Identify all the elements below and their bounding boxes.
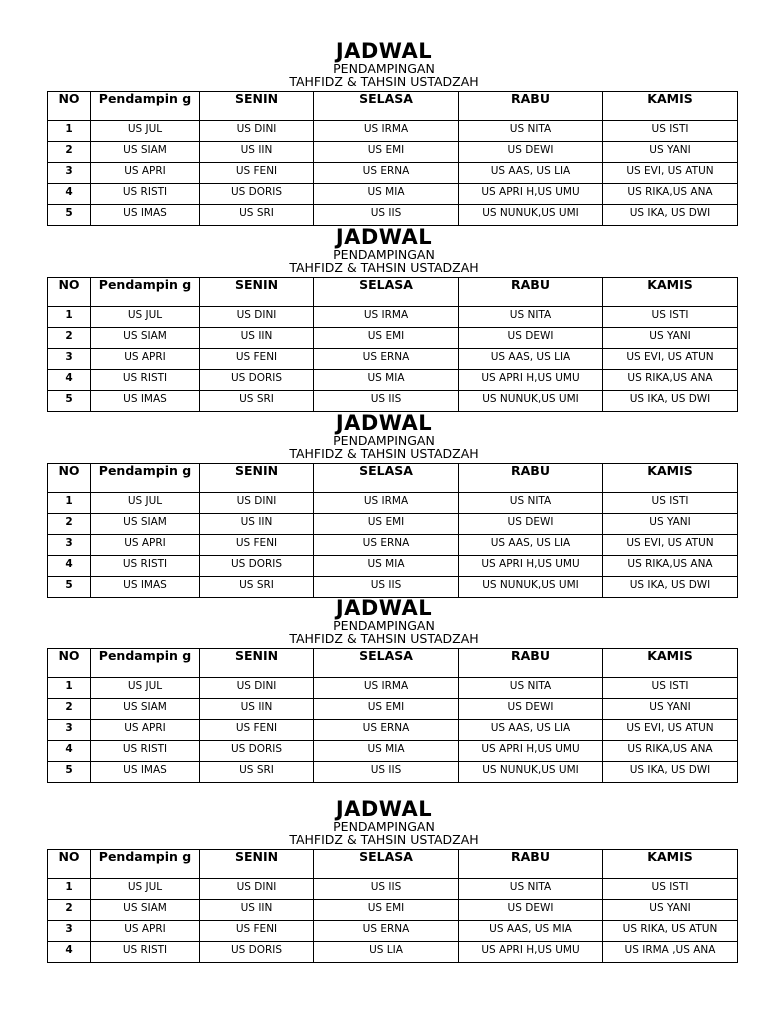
table-cell: US MIA — [314, 741, 459, 762]
table-cell: US APRI — [91, 163, 200, 184]
table-row — [48, 556, 738, 577]
table-cell: US FENI — [200, 535, 314, 556]
table-header-row — [48, 649, 738, 678]
table-cell: US IRMA — [314, 121, 459, 142]
table-cell: US JUL — [91, 678, 200, 699]
column-header: SELASA — [314, 278, 459, 307]
table-cell: US FENI — [200, 163, 314, 184]
table-cell: US APRI — [91, 720, 200, 741]
schedule-block — [0, 596, 768, 776]
table-cell: 3 — [48, 720, 91, 741]
schedule-subtitle: PENDAMPINGAN — [333, 247, 435, 262]
table-cell: US IIS — [314, 205, 459, 226]
table-cell: US SIAM — [91, 142, 200, 163]
schedule-block — [0, 411, 768, 591]
table-cell: US IRMA — [314, 678, 459, 699]
table-cell: US DINI — [200, 678, 314, 699]
table-cell: US SRI — [200, 762, 314, 783]
table-cell: US DINI — [200, 121, 314, 142]
table-cell: US JUL — [91, 121, 200, 142]
table-cell: US EMI — [314, 328, 459, 349]
column-header: RABU — [459, 278, 603, 307]
table-cell: 1 — [48, 307, 91, 328]
table-cell: US IMAS — [91, 577, 200, 598]
table-row — [48, 163, 738, 184]
table-cell: US NUNUK,US UMI — [459, 762, 603, 783]
table-cell: US JUL — [91, 307, 200, 328]
column-header: NO — [48, 649, 91, 678]
table-cell: US IIN — [200, 328, 314, 349]
schedule-table — [47, 277, 738, 412]
table-cell: 3 — [48, 535, 91, 556]
table-cell: US NITA — [459, 678, 603, 699]
table-cell: US SIAM — [91, 699, 200, 720]
table-row — [48, 328, 738, 349]
column-header: SELASA — [314, 850, 459, 879]
table-cell: US DINI — [200, 307, 314, 328]
table-cell: US SIAM — [91, 514, 200, 535]
table-cell: US ERNA — [314, 535, 459, 556]
column-header: RABU — [459, 850, 603, 879]
table-cell: US EVI, US ATUN — [603, 720, 738, 741]
table-cell: US ERNA — [314, 720, 459, 741]
table-cell: 2 — [48, 699, 91, 720]
table-cell: US RIKA,US ANA — [603, 741, 738, 762]
column-header: SENIN — [200, 850, 314, 879]
table-cell: US IIN — [200, 142, 314, 163]
table-cell: US DEWI — [459, 142, 603, 163]
table-cell: US IIN — [200, 514, 314, 535]
schedule-subtitle: TAHFIDZ & TAHSIN USTADZAH — [289, 74, 479, 89]
schedule-title: JADWAL — [335, 411, 433, 435]
table-row — [48, 349, 738, 370]
table-cell: US IKA, US DWI — [603, 391, 738, 412]
table-cell: 3 — [48, 921, 91, 942]
table-cell: 2 — [48, 142, 91, 163]
table-cell: 4 — [48, 556, 91, 577]
schedule-subtitle: PENDAMPINGAN — [333, 433, 435, 448]
table-cell: US AAS, US MIA — [459, 921, 603, 942]
table-cell: US ERNA — [314, 921, 459, 942]
table-cell: US APRI H,US UMU — [459, 184, 603, 205]
table-cell: US AAS, US LIA — [459, 349, 603, 370]
table-cell: US DEWI — [459, 900, 603, 921]
column-header: SENIN — [200, 92, 314, 121]
table-cell: US IIS — [314, 879, 459, 900]
column-header: KAMIS — [603, 850, 738, 879]
schedule-title: JADWAL — [335, 225, 433, 249]
table-cell: US IMAS — [91, 391, 200, 412]
table-cell: US YANI — [603, 900, 738, 921]
table-cell: US ISTI — [603, 879, 738, 900]
schedule-subtitle: PENDAMPINGAN — [333, 819, 435, 834]
table-cell: US NUNUK,US UMI — [459, 577, 603, 598]
table-cell: US FENI — [200, 720, 314, 741]
column-header: SELASA — [314, 464, 459, 493]
table-row — [48, 678, 738, 699]
column-header: KAMIS — [603, 464, 738, 493]
table-cell: US RISTI — [91, 370, 200, 391]
table-row — [48, 307, 738, 328]
table-cell: US SRI — [200, 205, 314, 226]
table-cell: US IIS — [314, 762, 459, 783]
column-header: Pendampin g — [91, 850, 200, 879]
table-cell: US RISTI — [91, 556, 200, 577]
table-row — [48, 391, 738, 412]
table-cell: 3 — [48, 163, 91, 184]
table-cell: US DORIS — [200, 556, 314, 577]
table-cell: US IIS — [314, 577, 459, 598]
schedule-title: JADWAL — [335, 39, 433, 63]
table-cell: US SIAM — [91, 328, 200, 349]
table-cell: US NITA — [459, 307, 603, 328]
table-cell: 5 — [48, 577, 91, 598]
table-cell: US AAS, US LIA — [459, 163, 603, 184]
table-cell: US NUNUK,US UMI — [459, 391, 603, 412]
table-cell: US DORIS — [200, 370, 314, 391]
column-header: KAMIS — [603, 649, 738, 678]
column-header: NO — [48, 278, 91, 307]
table-cell: 2 — [48, 514, 91, 535]
schedule-subtitle: TAHFIDZ & TAHSIN USTADZAH — [289, 260, 479, 275]
schedule-subtitle: PENDAMPINGAN — [333, 618, 435, 633]
table-cell: US IMAS — [91, 205, 200, 226]
table-cell: US IKA, US DWI — [603, 577, 738, 598]
column-header: Pendampin g — [91, 649, 200, 678]
table-row — [48, 370, 738, 391]
schedule-title: JADWAL — [335, 797, 433, 821]
table-row — [48, 493, 738, 514]
table-cell: US DORIS — [200, 942, 314, 963]
table-cell: US YANI — [603, 514, 738, 535]
table-cell: US MIA — [314, 556, 459, 577]
table-cell: US APRI — [91, 921, 200, 942]
column-header: NO — [48, 92, 91, 121]
table-cell: US JUL — [91, 493, 200, 514]
table-cell: 3 — [48, 349, 91, 370]
column-header: KAMIS — [603, 92, 738, 121]
column-header: NO — [48, 850, 91, 879]
table-cell: US NITA — [459, 493, 603, 514]
schedule-subtitle: TAHFIDZ & TAHSIN USTADZAH — [289, 832, 479, 847]
table-cell: US RIKA,US ANA — [603, 370, 738, 391]
table-cell: 4 — [48, 184, 91, 205]
table-row — [48, 535, 738, 556]
table-cell: US ISTI — [603, 307, 738, 328]
schedule-block — [0, 797, 768, 956]
table-cell: 4 — [48, 741, 91, 762]
table-cell: US RISTI — [91, 741, 200, 762]
table-cell: US JUL — [91, 879, 200, 900]
schedule-table — [47, 648, 738, 783]
schedule-title: JADWAL — [335, 596, 433, 620]
table-cell: 4 — [48, 370, 91, 391]
table-cell: US APRI — [91, 349, 200, 370]
schedule-table — [47, 463, 738, 598]
table-cell: US DEWI — [459, 514, 603, 535]
table-cell: US YANI — [603, 142, 738, 163]
table-cell: US APRI H,US UMU — [459, 370, 603, 391]
table-cell: US MIA — [314, 184, 459, 205]
column-header: RABU — [459, 92, 603, 121]
table-header-row — [48, 92, 738, 121]
table-row — [48, 942, 738, 963]
table-cell: US YANI — [603, 699, 738, 720]
table-cell: US APRI H,US UMU — [459, 556, 603, 577]
table-cell: US EMI — [314, 142, 459, 163]
table-cell: 5 — [48, 205, 91, 226]
table-cell: US ERNA — [314, 163, 459, 184]
table-cell: 1 — [48, 678, 91, 699]
schedule-subtitle: PENDAMPINGAN — [333, 61, 435, 76]
table-cell: US ISTI — [603, 678, 738, 699]
table-cell: US IRMA — [314, 493, 459, 514]
table-cell: US ERNA — [314, 349, 459, 370]
table-cell: US IKA, US DWI — [603, 205, 738, 226]
table-cell: US RIKA, US ATUN — [603, 921, 738, 942]
table-row — [48, 879, 738, 900]
table-cell: US DEWI — [459, 699, 603, 720]
table-cell: US ISTI — [603, 493, 738, 514]
table-cell: 5 — [48, 762, 91, 783]
table-cell: US EVI, US ATUN — [603, 163, 738, 184]
table-cell: 1 — [48, 879, 91, 900]
table-row — [48, 720, 738, 741]
table-cell: US RISTI — [91, 184, 200, 205]
table-cell: US DEWI — [459, 328, 603, 349]
table-cell: US IRMA — [314, 307, 459, 328]
schedule-table — [47, 91, 738, 226]
schedule-subtitle: TAHFIDZ & TAHSIN USTADZAH — [289, 631, 479, 646]
table-cell: US AAS, US LIA — [459, 720, 603, 741]
table-cell: US YANI — [603, 328, 738, 349]
schedule-table — [47, 849, 738, 963]
column-header: RABU — [459, 464, 603, 493]
table-cell: US IIN — [200, 699, 314, 720]
column-header: SENIN — [200, 464, 314, 493]
table-cell: US FENI — [200, 349, 314, 370]
table-row — [48, 900, 738, 921]
table-cell: US NITA — [459, 121, 603, 142]
schedule-subtitle: TAHFIDZ & TAHSIN USTADZAH — [289, 446, 479, 461]
table-cell: 1 — [48, 121, 91, 142]
table-row — [48, 762, 738, 783]
schedule-block — [0, 39, 768, 219]
table-cell: US IIN — [200, 900, 314, 921]
table-row — [48, 184, 738, 205]
table-cell: US SRI — [200, 391, 314, 412]
table-row — [48, 205, 738, 226]
column-header: Pendampin g — [91, 278, 200, 307]
table-cell: 2 — [48, 328, 91, 349]
table-cell: US DINI — [200, 879, 314, 900]
table-cell: US EVI, US ATUN — [603, 535, 738, 556]
table-cell: US MIA — [314, 370, 459, 391]
table-cell: US RISTI — [91, 942, 200, 963]
table-cell: US ISTI — [603, 121, 738, 142]
table-cell: US EVI, US ATUN — [603, 349, 738, 370]
table-row — [48, 577, 738, 598]
table-cell: US LIA — [314, 942, 459, 963]
table-header-row — [48, 464, 738, 493]
table-row — [48, 142, 738, 163]
column-header: Pendampin g — [91, 464, 200, 493]
table-cell: US NUNUK,US UMI — [459, 205, 603, 226]
table-row — [48, 121, 738, 142]
table-cell: US APRI H,US UMU — [459, 942, 603, 963]
table-cell: US IKA, US DWI — [603, 762, 738, 783]
table-cell: US EMI — [314, 699, 459, 720]
table-cell: US APRI — [91, 535, 200, 556]
column-header: NO — [48, 464, 91, 493]
table-cell: 1 — [48, 493, 91, 514]
table-cell: US DINI — [200, 493, 314, 514]
table-row — [48, 741, 738, 762]
table-cell: US RIKA,US ANA — [603, 184, 738, 205]
table-cell: US SIAM — [91, 900, 200, 921]
table-cell: 2 — [48, 900, 91, 921]
column-header: KAMIS — [603, 278, 738, 307]
column-header: SELASA — [314, 649, 459, 678]
table-header-row — [48, 850, 738, 879]
table-cell: US DORIS — [200, 741, 314, 762]
table-row — [48, 699, 738, 720]
schedule-block — [0, 225, 768, 405]
table-row — [48, 921, 738, 942]
table-cell: US APRI H,US UMU — [459, 741, 603, 762]
table-cell: US IMAS — [91, 762, 200, 783]
table-cell: US EMI — [314, 900, 459, 921]
table-row — [48, 514, 738, 535]
table-cell: US DORIS — [200, 184, 314, 205]
table-cell: US EMI — [314, 514, 459, 535]
table-cell: US FENI — [200, 921, 314, 942]
table-cell: US IRMA ,US ANA — [603, 942, 738, 963]
column-header: SENIN — [200, 278, 314, 307]
table-header-row — [48, 278, 738, 307]
column-header: RABU — [459, 649, 603, 678]
column-header: SENIN — [200, 649, 314, 678]
column-header: Pendampin g — [91, 92, 200, 121]
column-header: SELASA — [314, 92, 459, 121]
table-cell: US NITA — [459, 879, 603, 900]
table-cell: 4 — [48, 942, 91, 963]
table-cell: US RIKA,US ANA — [603, 556, 738, 577]
table-cell: 5 — [48, 391, 91, 412]
table-cell: US IIS — [314, 391, 459, 412]
table-cell: US SRI — [200, 577, 314, 598]
table-cell: US AAS, US LIA — [459, 535, 603, 556]
